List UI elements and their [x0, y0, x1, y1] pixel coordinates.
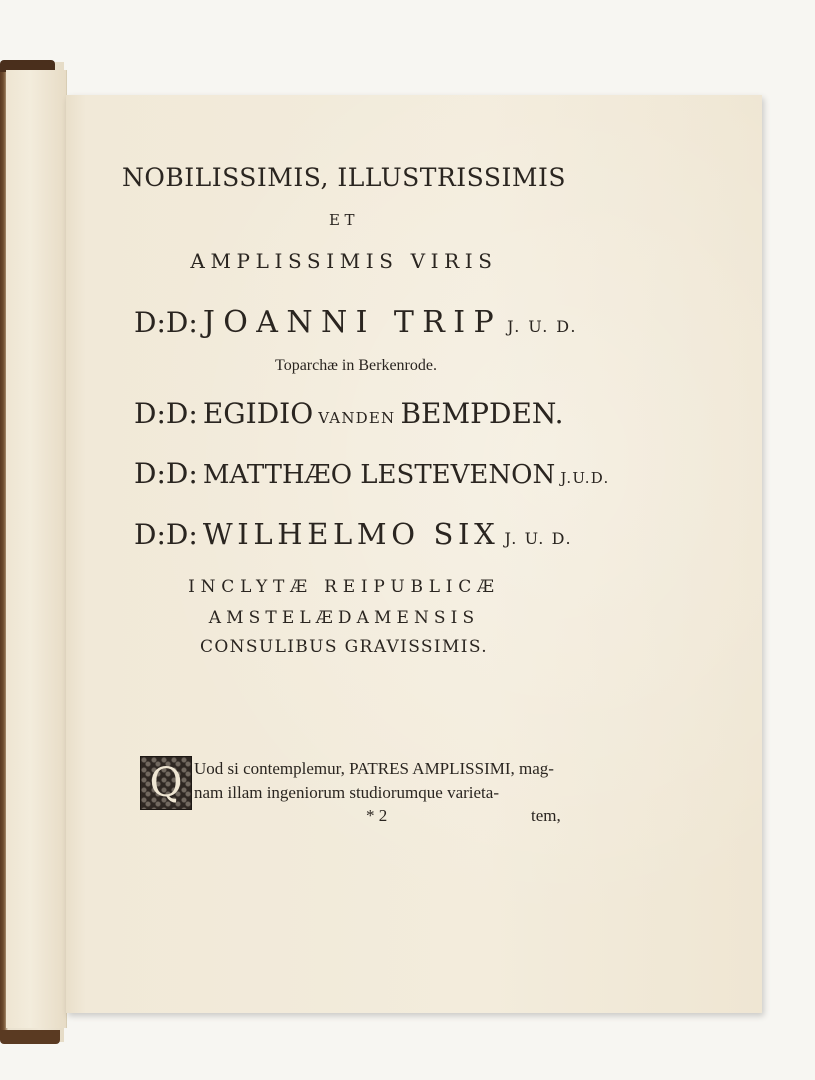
dedicatee-six: [134, 517, 572, 551]
name-text: JOANNI TRIP: [202, 305, 503, 340]
dedication-line-2: ET: [329, 211, 359, 229]
name-text-2: BEMPDEN.: [400, 397, 564, 430]
name-suffix: J. U. D.: [504, 529, 573, 548]
name-prefix: D:D:: [134, 518, 198, 551]
name-prefix: D:D:: [134, 397, 198, 430]
decorated-initial: Q: [140, 756, 192, 810]
dedication-line-10: AMSTELÆDAMENSIS: [208, 608, 480, 628]
dedication-line-1: NOBILISSIMIS, ILLUSTRISSIMIS: [122, 163, 566, 192]
dedicatee-subtitle: Toparchæ in Berkenrode.: [275, 357, 437, 374]
dedicatee-lestevenon: [134, 457, 609, 490]
name-particle: VANDEN: [318, 409, 396, 427]
dedication-line-11: CONSULIBUS GRAVISSIMIS.: [199, 637, 489, 657]
name-text: MATTHÆO LESTEVENON: [202, 460, 556, 490]
body-line-1: Uod si contemplemur, PATRES AMPLISSIMI, mag-: [194, 759, 554, 778]
recto-page: [66, 95, 762, 1013]
body-line-2: nam illam ingeniorum studiorumque varieta-: [194, 783, 499, 802]
name-text: WILHELMO SIX: [202, 517, 500, 551]
name-text: EGIDIO: [202, 397, 314, 430]
dedication-line-9: INCLYTÆ REIPUBLICÆ: [188, 577, 500, 597]
verso-page-edge: [6, 70, 67, 1028]
name-suffix: J. U. D.: [507, 317, 578, 336]
name-prefix: D:D:: [134, 457, 198, 490]
cover-bottom-edge: [0, 1030, 60, 1044]
dedicatee-bempden: [134, 397, 564, 430]
dedication-line-3: AMPLISSIMIS VIRIS: [190, 249, 498, 273]
name-prefix: D:D:: [134, 306, 198, 339]
catchword: tem,: [531, 806, 561, 825]
signature-mark: * 2: [366, 806, 388, 825]
name-suffix: J.U.D.: [560, 469, 610, 487]
dedicatee-trip: [134, 305, 577, 340]
